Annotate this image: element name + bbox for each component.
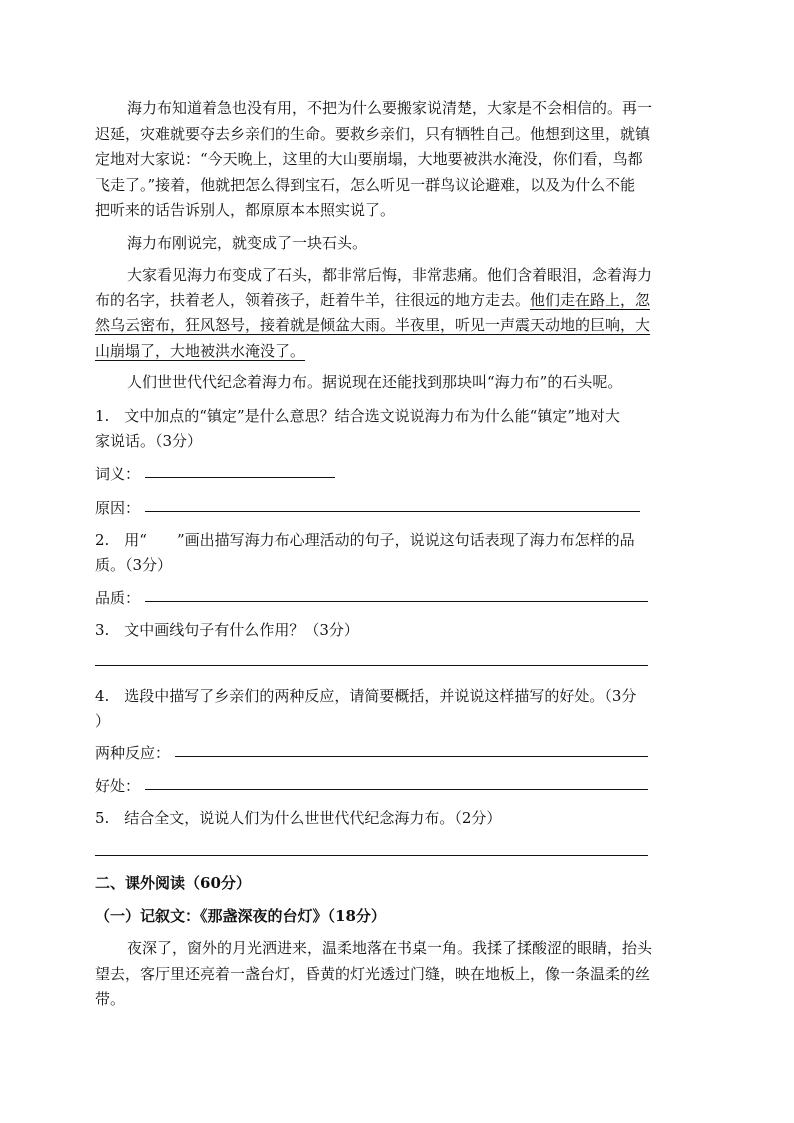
q4-reactions-label: 两种反应： <box>95 744 171 762</box>
passage-p1-line-4: 飞走了。”接着，他就把怎么得到宝石，怎么听见一群鸟议论避难，以及为什么不能 <box>95 176 636 194</box>
question-2-line-2: 质。（3分） <box>95 556 173 574</box>
q1-meaning-answer-line[interactable] <box>145 477 335 478</box>
q4-reactions-answer-line[interactable] <box>175 756 648 757</box>
question-2-line-1 <box>95 527 635 553</box>
passage-p3-line-1: 大家看见海力布变成了石头，都非常后悔，非常悲痛。他们含着眼泪，念着海力 <box>127 266 653 284</box>
question-1-line-1: 1. 文中加点的“镇定”是什么意思？结合选文说说海力布为什么能“镇定”地对大 <box>95 407 620 425</box>
underlined-sentence-part-1: 他们走在路上，忽 <box>530 291 651 309</box>
q2-quality-answer-line[interactable] <box>145 601 648 602</box>
passage-p3-line-2-text: 布的名字，扶着老人，领着孩子，赶着牛羊，往很远的地方走去。 <box>95 291 531 309</box>
question-5: 5. 结合全文，说说人们为什么世世代代纪念海力布。（2分） <box>95 809 502 827</box>
passage-p1-line-5: 把听来的话告诉别人，都原原本本照实说了。 <box>95 201 396 219</box>
q1-reason-answer-line[interactable] <box>145 511 640 512</box>
question-1-line-2: 家说话。（3分） <box>95 432 203 450</box>
wavy-line-symbol <box>147 527 177 553</box>
section-2-subheading: （一）记叙文：《那盏深夜的台灯》（18分） <box>95 907 386 925</box>
q4-benefit-answer-line[interactable] <box>145 789 648 790</box>
passage-p1-line-2: 迟延，灾难就要夺去乡亲们的生命。要救乡亲们，只有牺牲自己。他想到这里，就镇 <box>95 125 651 143</box>
passage-p1-line-1: 海力布知道着急也没有用，不把为什么要搬家说清楚，大家是不会相信的。再一 <box>127 99 653 117</box>
question-2-text-pre: 2. 用“ <box>95 531 147 549</box>
q1-reason-label: 原因： <box>95 499 141 517</box>
passage-p4: 人们世世代代纪念着海力布。据说现在还能找到那块叫“海力布”的石头呢。 <box>127 373 623 391</box>
question-3: 3. 文中画线句子有什么作用？（3分） <box>95 621 359 639</box>
underlined-sentence-part-3: 山崩塌了，大地被洪水淹没了。 <box>95 342 306 360</box>
section-2-p1-line-1: 夜深了，窗外的月光洒进来，温柔地落在书桌一角。我揉了揉酸涩的眼睛，抬头 <box>127 939 653 957</box>
q5-answer-line[interactable] <box>95 855 648 856</box>
passage-p2: 海力布刚说完，就变成了一块石头。 <box>127 234 368 252</box>
section-2-p1-line-2: 望去，客厅里还亮着一盏台灯，昏黄的灯光透过门缝，映在地板上，像一条温柔的丝 <box>95 965 651 983</box>
q1-meaning-label: 词义： <box>95 465 141 483</box>
passage-p1-line-3: 定地对大家说：“今天晚上，这里的大山要崩塌，大地要被洪水淹没，你们看，鸟都 <box>95 150 643 168</box>
passage-p3-line-2 <box>95 287 650 313</box>
q3-answer-line[interactable] <box>95 665 648 666</box>
underlined-sentence-part-2: 然乌云密布，狂风怒号，接着就是倾盆大雨。半夜里，听见一声震天动地的巨响，大 <box>95 316 651 334</box>
section-2-heading: 二、课外阅读（60分） <box>95 874 251 892</box>
q4-benefit-label: 好处： <box>95 777 141 795</box>
question-4-line-2: ） <box>95 712 111 730</box>
q2-quality-label: 品质： <box>95 589 141 607</box>
question-4-line-1: 4. 选段中描写了乡亲们的两种反应，请简要概括，并说说这样描写的好处。（3分 <box>95 687 637 705</box>
question-2-text-post: ”画出描写海力布心理活动的句子，说说这句话表现了海力布怎样的品 <box>176 531 635 549</box>
section-2-p1-line-3: 带。 <box>95 990 126 1008</box>
